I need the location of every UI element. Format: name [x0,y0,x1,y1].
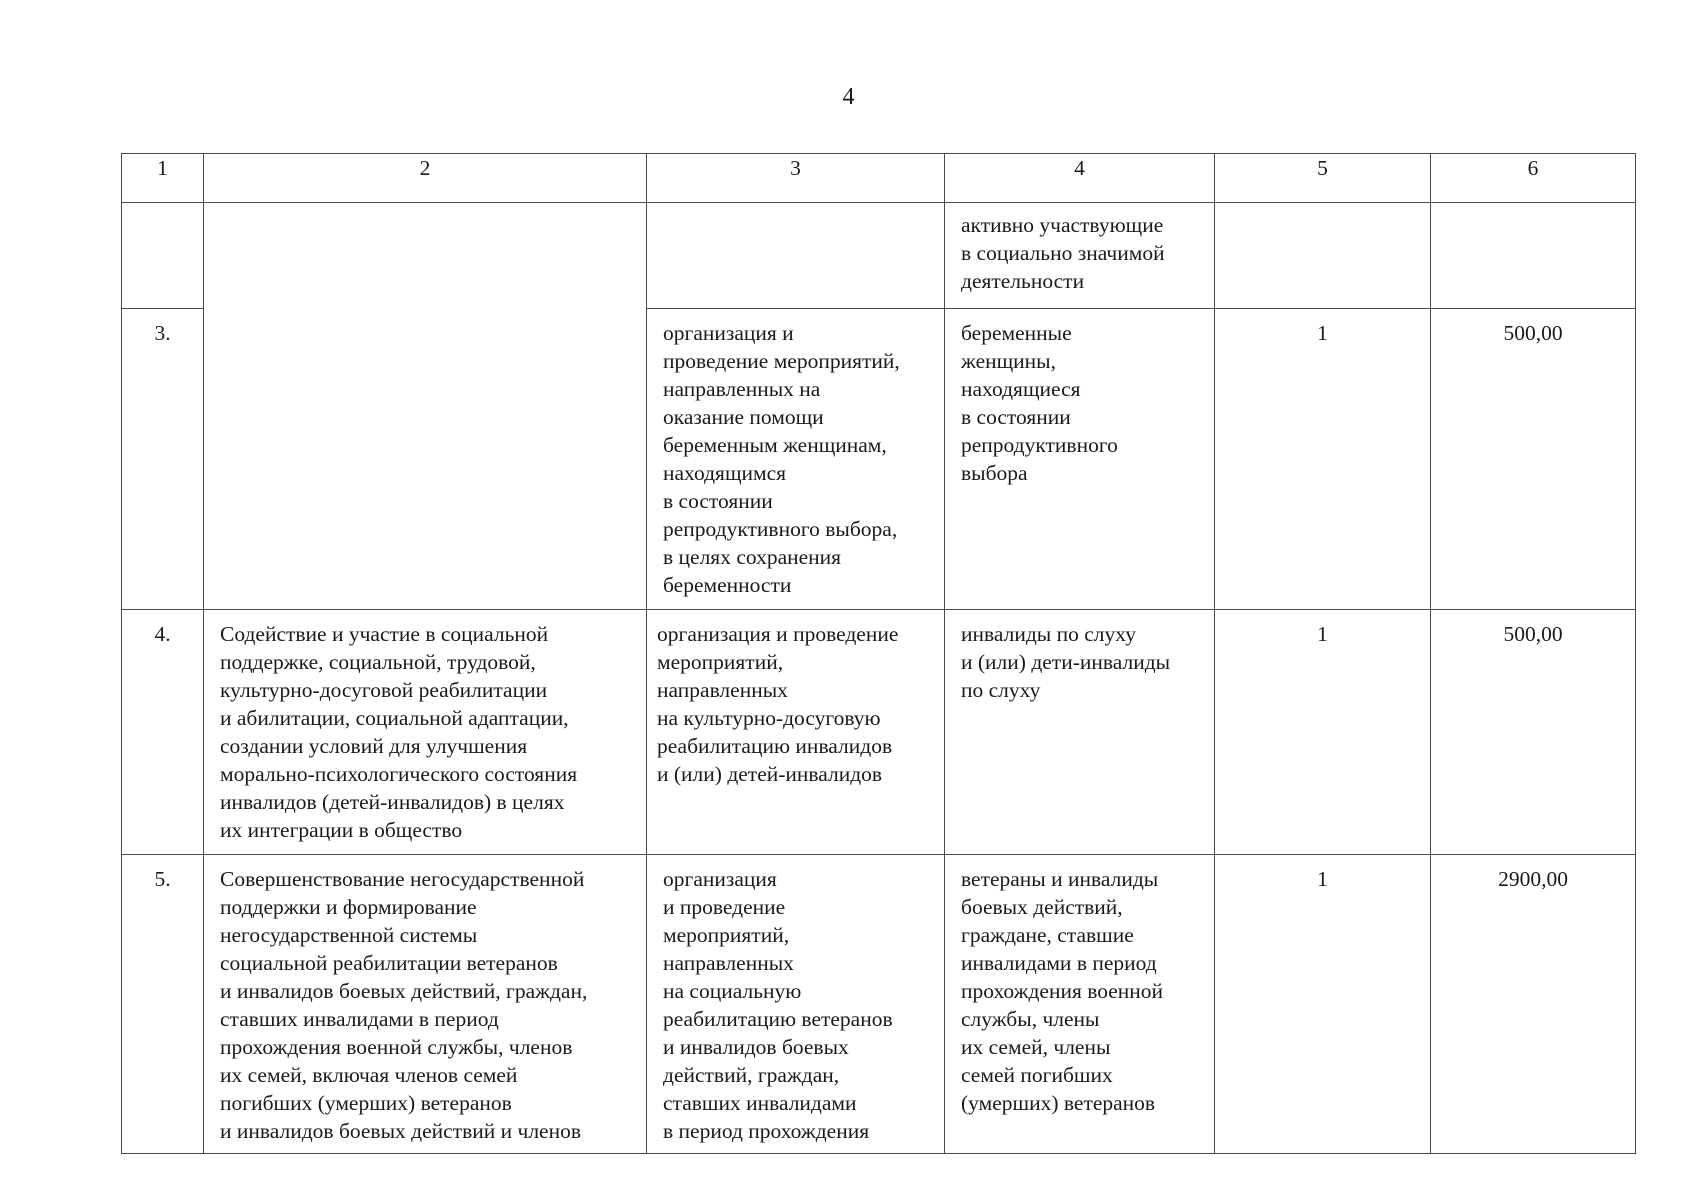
amount-cell: 500,00 [1431,610,1636,855]
activity-cell [647,203,945,309]
target-group-cell: инвалиды по слуху и (или) дети-инвалиды по слуху [945,610,1215,855]
row-number-cell: 3. [122,309,204,610]
target-group-cell: активно участвующие в социально значимой деятельности [945,203,1215,309]
column-header: 3 [647,154,945,203]
row-number-cell: 5. [122,855,204,1154]
count-cell [1215,203,1431,309]
direction-cell: Содействие и участие в социальной поддержке, социальной, трудовой, культурно-досуговой реабилитации и абилитации, социальной адаптации, создании условий для улучшения морально-психологического состояния инвалидов (детей-инвалидов) в целях их интеграции в общество [204,610,647,855]
count-cell: 1 [1215,610,1431,855]
column-header: 2 [204,154,647,203]
data-table [121,153,1636,1154]
direction-cell [204,203,647,610]
column-header: 6 [1431,154,1636,203]
activity-cell: организация и проведение мероприятий, направленных на оказание помощи беременным женщинам, находящимся в состоянии репродуктивного выбора, в целях сохранения беременности [647,309,945,610]
table-header-row [122,154,1636,203]
activity-cell: организация и проведение мероприятий, направленных на культурно-досуговую реабилитацию инвалидов и (или) детей-инвалидов [647,610,945,855]
column-header: 5 [1215,154,1431,203]
page-number: 4 [842,84,855,110]
amount-cell: 500,00 [1431,309,1636,610]
table-row [122,610,1636,855]
count-cell: 1 [1215,309,1431,610]
table-row [122,203,1636,309]
direction-cell: Совершенствование негосударственной поддержки и формирование негосударственной системы социальной реабилитации ветеранов и инвалидов боевых действий, граждан, ставших инвалидами в период прохождения военной службы, членов их семей, включая членов семей погибших (умерших) ветеранов и инвалидов боевых действий и членов [204,855,647,1154]
row-number-cell: 4. [122,610,204,855]
count-cell: 1 [1215,855,1431,1154]
column-header: 1 [122,154,204,203]
target-group-cell: беременные женщины, находящиеся в состоянии репродуктивного выбора [945,309,1215,610]
row-number-cell [122,203,204,309]
target-group-cell: ветераны и инвалиды боевых действий, граждане, ставшие инвалидами в период прохождения военной службы, члены их семей, члены семей погибших (умерших) ветеранов [945,855,1215,1154]
amount-cell [1431,203,1636,309]
table-row [122,855,1636,1154]
amount-cell: 2900,00 [1431,855,1636,1154]
column-header: 4 [945,154,1215,203]
activity-cell: организация и проведение мероприятий, направленных на социальную реабилитацию ветеранов и инвалидов боевых действий, граждан, ставших инвалидами в период прохождения [647,855,945,1154]
